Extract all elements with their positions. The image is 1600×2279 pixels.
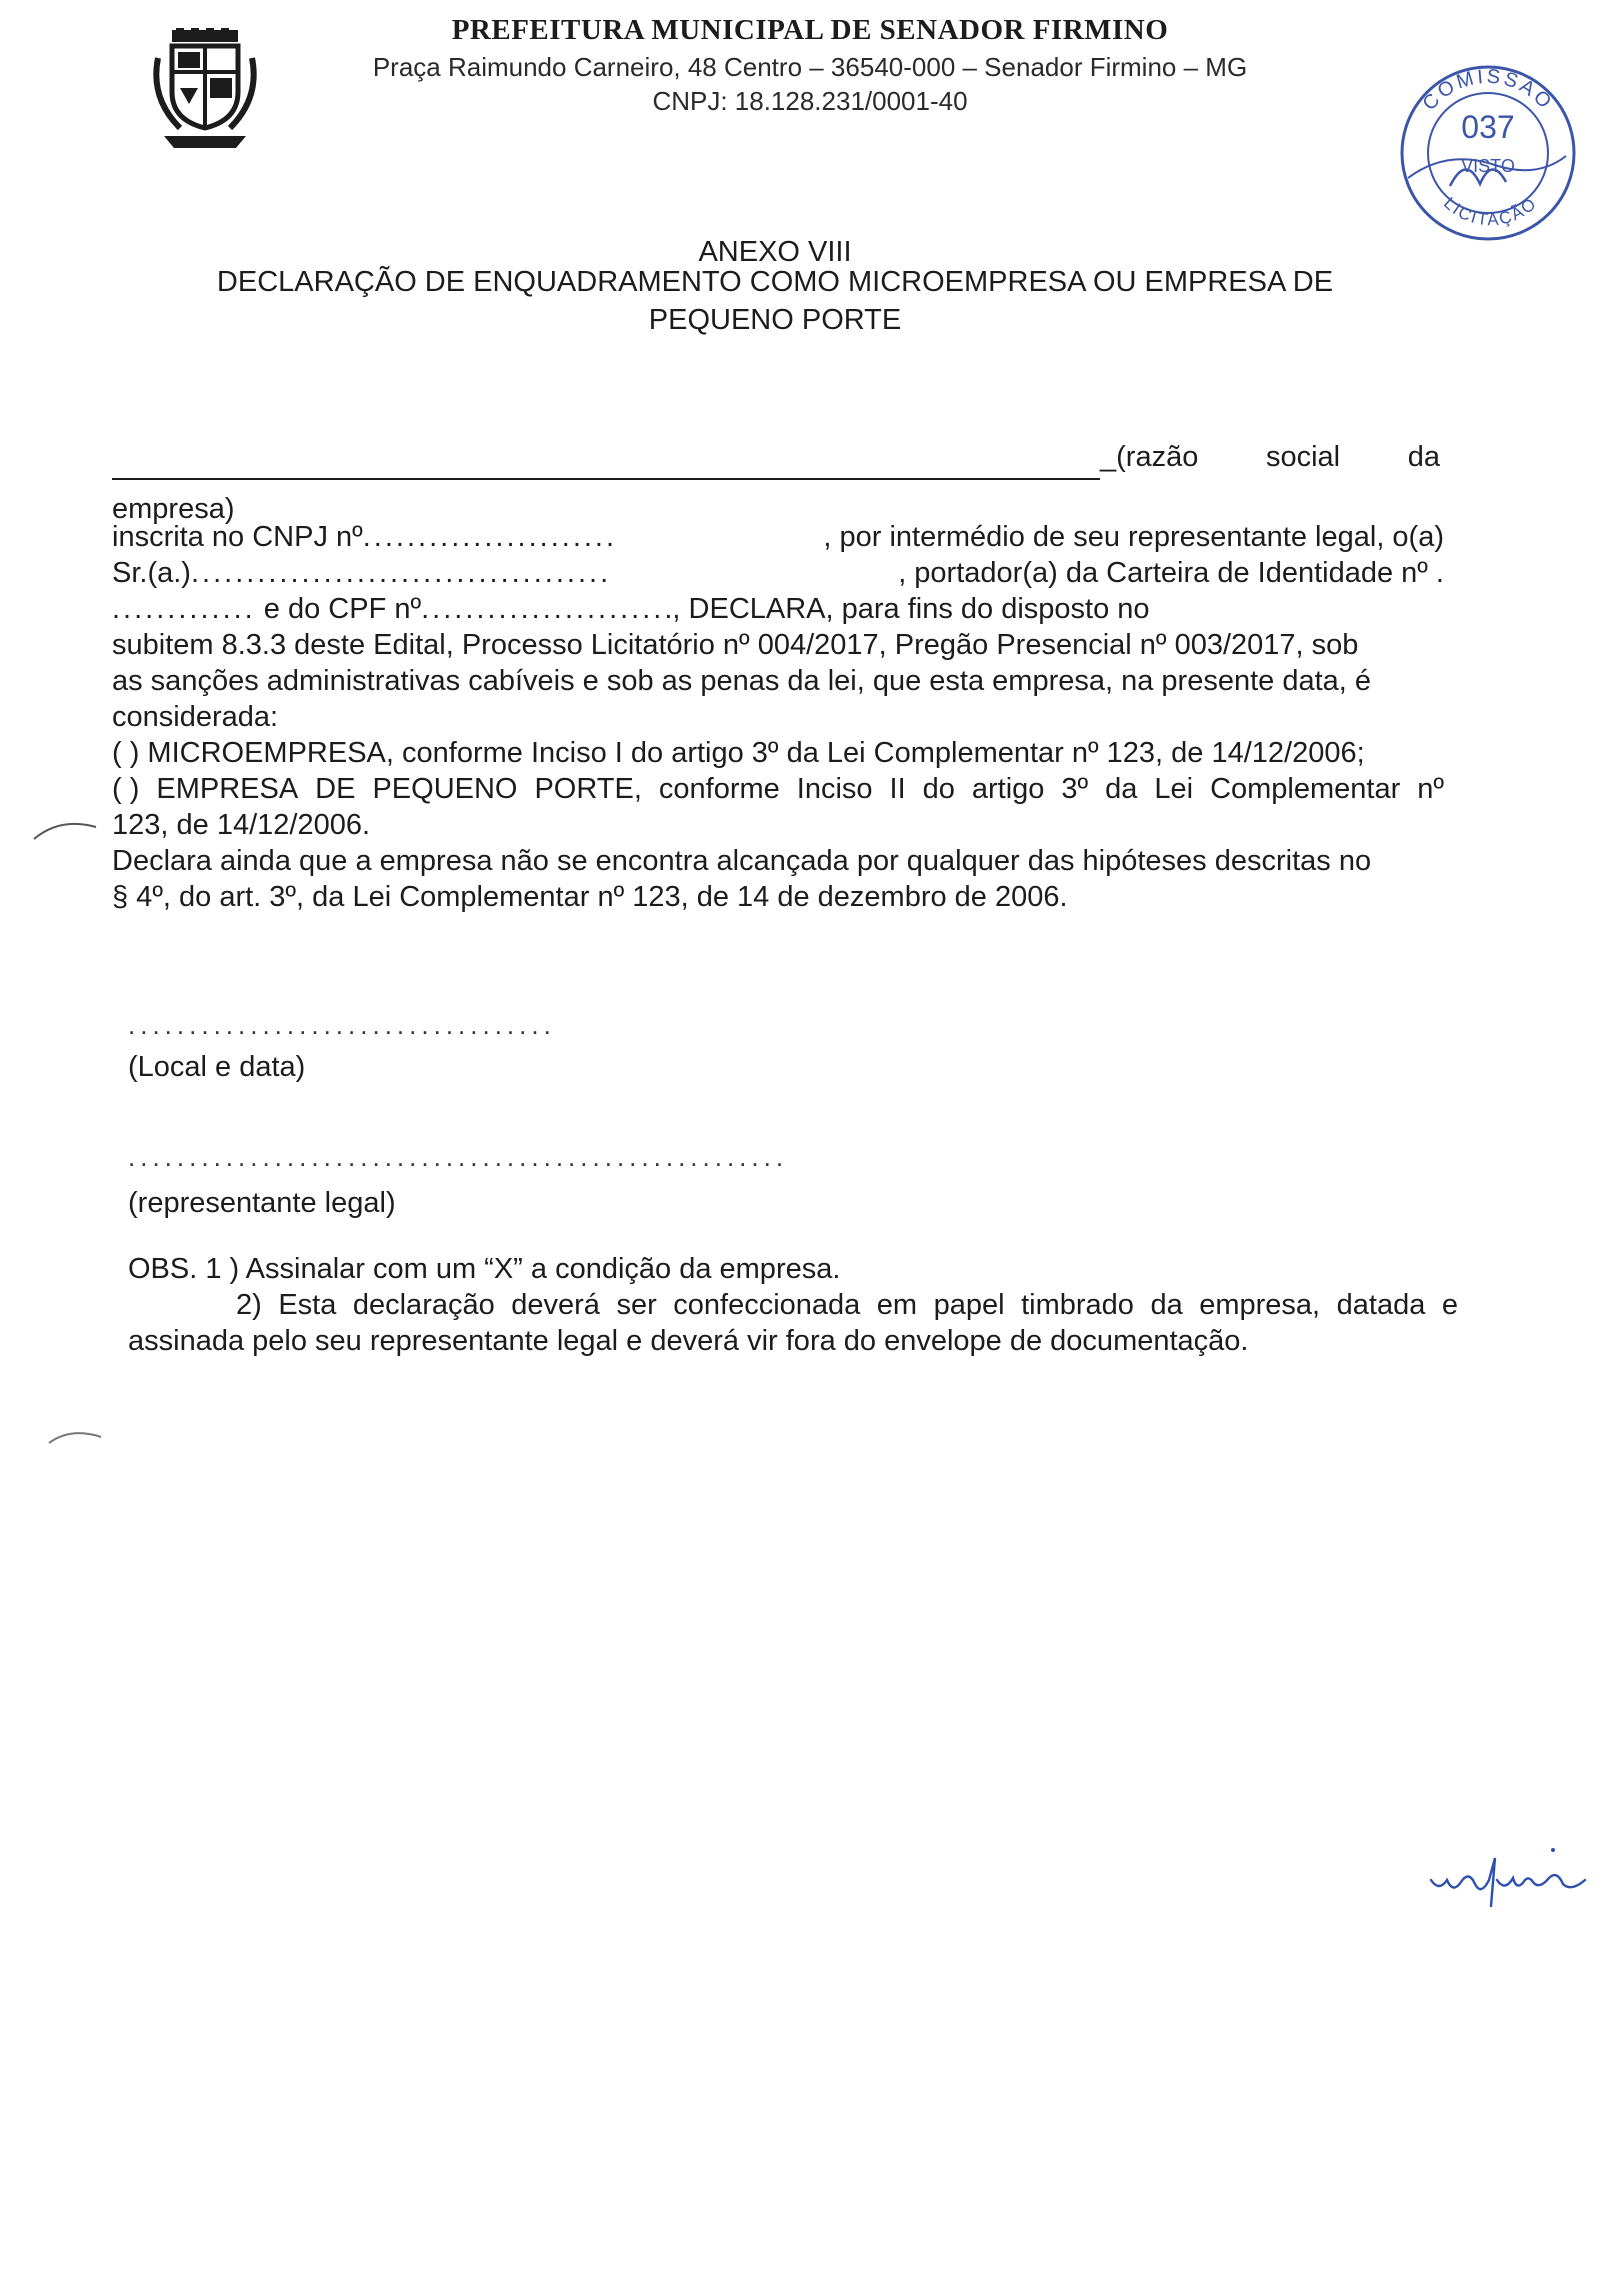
company-name-caption: _(razão social da — [1100, 441, 1440, 473]
obs-note-2-word: timbrado — [1021, 1289, 1134, 1321]
declaration-line1: Declara ainda que a empresa não se encontra alcançada por qualquer das hipóteses descritas no — [112, 845, 1372, 877]
option-epp-word: 3º — [1061, 773, 1089, 805]
subitem-line: subitem 8.3.3 deste Edital, Processo Licitatório nº 004/2017, Pregão Presencial nº 003/2017, sob — [112, 629, 1359, 661]
option-epp-word: DE — [315, 773, 356, 805]
annex-title: ANEXO VIII — [698, 236, 852, 268]
obs-note-2-word: datada — [1336, 1289, 1426, 1321]
option-epp-word: do — [922, 773, 955, 805]
obs-note-2-word: ser — [616, 1289, 657, 1321]
option-epp-word: conforme — [658, 773, 780, 805]
cpf-line: ............. e do CPF nº......................., DECLARA, para fins do disposto no — [112, 593, 1150, 625]
company-name-caption-end: empresa) — [112, 493, 235, 525]
option-microempresa: ( ) MICROEMPRESA, conforme Inciso I do artigo 3º da Lei Complementar nº 123, de 14/12/2006; — [112, 737, 1365, 769]
option-epp-word: ( ) — [112, 773, 140, 805]
option-epp-word: da — [1105, 773, 1138, 805]
option-epp-end: 123, de 14/12/2006. — [112, 809, 371, 841]
obs-note-2-end: assinada pelo seu representante legal e deverá vir fora do envelope de documentação. — [128, 1325, 1249, 1357]
option-epp-word: Complementar — [1210, 773, 1401, 805]
option-epp-word: Lei — [1154, 773, 1194, 805]
local-date-label: (Local e data) — [128, 1051, 306, 1083]
handwritten-rubric-icon — [1425, 1840, 1595, 1910]
considered-line: considerada: — [112, 701, 279, 733]
obs-note-2 — [236, 1288, 1458, 1322]
obs-note-2-word: declaração — [352, 1289, 495, 1321]
stamp-top-text: COMISSÃO — [1418, 65, 1558, 115]
obs-note-2-word: da — [1150, 1289, 1183, 1321]
institution-name: PREFEITURA MUNICIPAL DE SENADOR FIRMINO — [451, 14, 1169, 46]
representative-label: (representante legal) — [128, 1187, 396, 1219]
institution-cnpj: CNPJ: 18.128.231/0001-40 — [652, 86, 968, 116]
margin-mark-icon — [30, 815, 100, 845]
obs-note-2-word: papel — [933, 1289, 1005, 1321]
svg-text:LICITAÇÃO — [1440, 193, 1541, 229]
option-epp-word: nº — [1417, 773, 1444, 805]
option-epp-word: II — [889, 773, 906, 805]
sanctions-line: as sanções administrativas cabíveis e sob as penas da lei, que esta empresa, na presente data, é — [112, 665, 1372, 697]
obs-note-2-word: confeccionada — [673, 1289, 861, 1321]
cnpj-line: inscrita no CNPJ nº....................... , por intermédio de seu representante legal, o(a) — [112, 521, 1444, 553]
obs-note-1: OBS. 1 ) Assinalar com um “X” a condição da empresa. — [128, 1253, 841, 1285]
stamp-visto: VISTO — [1461, 156, 1515, 176]
representative-line: Sr.(a.)...................................... , portador(a) da Carteira de Identidade nº . — [112, 557, 1444, 589]
option-epp-word: PEQUENO — [372, 773, 518, 805]
obs-note-2-word: deverá — [511, 1289, 600, 1321]
municipal-crest-icon — [150, 28, 260, 150]
obs-note-2-word: empresa, — [1199, 1289, 1321, 1321]
stamp-bottom-text: LICITAÇÃO — [1440, 193, 1541, 230]
declaration-title-line2: PEQUENO PORTE — [648, 304, 902, 336]
declaration-title-line1: DECLARAÇÃO DE ENQUADRAMENTO COMO MICROEMPRESA OU EMPRESA DE — [216, 266, 1334, 298]
option-epp-word: artigo — [971, 773, 1045, 805]
obs-note-2-word: 2) — [236, 1289, 262, 1321]
representative-dotted-line: ...................................................... — [128, 1142, 789, 1172]
margin-mark-icon — [45, 1425, 105, 1449]
stamp-number: 037 — [1461, 109, 1515, 145]
institution-address: Praça Raimundo Carneiro, 48 Centro – 36540-000 – Senador Firmino – MG — [372, 52, 1248, 82]
obs-note-2-word: em — [876, 1289, 918, 1321]
declaration-line2: § 4º, do art. 3º, da Lei Complementar nº 123, de 14 de dezembro de 2006. — [112, 881, 1068, 913]
option-epp-word: Inciso — [796, 773, 873, 805]
local-date-dotted-line: ................................... — [128, 1010, 556, 1040]
option-empresa-pequeno-porte — [112, 772, 1444, 806]
svg-text:COMISSÃO — [1419, 66, 1558, 115]
option-epp-word: EMPRESA — [156, 773, 299, 805]
company-name-rule — [112, 478, 1100, 480]
commission-stamp — [1388, 58, 1588, 248]
obs-note-2-word: e — [1441, 1289, 1458, 1321]
option-epp-word: PORTE, — [534, 773, 642, 805]
obs-note-2-word: Esta — [278, 1289, 337, 1321]
